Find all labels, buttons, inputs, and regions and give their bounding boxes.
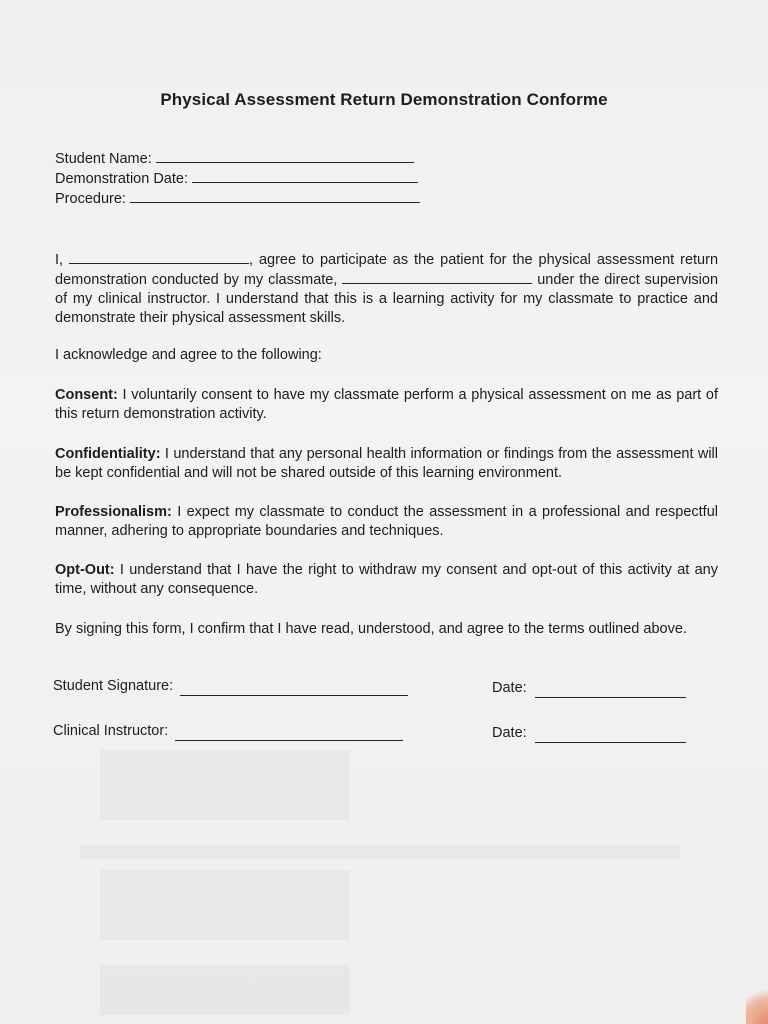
opt-out-term: Opt-Out: (55, 562, 115, 578)
student-name-line[interactable] (156, 148, 414, 163)
professionalism-term: Professionalism: (55, 504, 172, 520)
opt-out-text: I understand that I have the right to withdraw my consent and opt-out of this activity at any time, without any consequence. (55, 562, 718, 597)
bleed-through (100, 870, 350, 940)
demonstration-date-line[interactable] (192, 168, 418, 183)
consent-item (55, 386, 718, 424)
demonstration-date-label: Demonstration Date: (55, 171, 188, 187)
intro-agree-text: , agree to participate as the patient for the physical assessment return demonstration conducted by my classmate, (55, 252, 719, 288)
student-signature-label: Student Signature: (53, 678, 174, 694)
professionalism-text: I expect my classmate to conduct the assessment in a professional and respectful manner, adhering to appropriate boundaries and techniques. (55, 504, 718, 539)
instructor-signature-line[interactable] (175, 739, 403, 741)
bleed-through (100, 965, 350, 1015)
confidentiality-text: I understand that any personal health information or findings from the assessment will be kept confidential and will not be shared outside of this learning environment. (55, 446, 718, 481)
demonstration-date-field (55, 168, 418, 189)
confidentiality-term: Confidentiality: (55, 446, 161, 462)
acknowledge-line: I acknowledge and agree to the following: (55, 347, 322, 363)
intro-paragraph (55, 250, 718, 328)
instructor-date-label: Date: (492, 725, 527, 741)
intro-supervision-text: under the direct supervision of my clinical instructor. I understand that this is a learning activity for my classmate to practice and demonstrate their physical assessment skills. (55, 272, 719, 326)
professionalism-item (55, 503, 718, 541)
patient-name-blank[interactable] (69, 250, 249, 264)
instructor-date-line[interactable] (535, 741, 686, 743)
opt-out-item (55, 561, 718, 599)
document-title: Physical Assessment Return Demonstration Conforme (160, 90, 608, 109)
student-date-label: Date: (492, 680, 527, 696)
confidentiality-item (55, 445, 718, 483)
student-name-label: Student Name: (55, 151, 152, 167)
student-date-line[interactable] (535, 696, 686, 698)
bleed-through (100, 750, 350, 820)
student-signature-line[interactable] (180, 694, 408, 696)
procedure-label: Procedure: (55, 191, 126, 207)
bleed-through (80, 845, 680, 859)
procedure-field (55, 188, 420, 209)
instructor-signature-label: Clinical Instructor: (53, 723, 169, 739)
closing-statement: By signing this form, I confirm that I have read, understood, and agree to the terms outlined above. (55, 621, 687, 637)
finger-edge (746, 984, 768, 1024)
procedure-line[interactable] (130, 188, 420, 203)
student-name-field (55, 148, 414, 169)
classmate-name-blank[interactable] (342, 270, 532, 284)
intro-i-label: I, (55, 252, 64, 268)
consent-text: I voluntarily consent to have my classmate perform a physical assessment on me as part of this return demonstration activity. (55, 387, 718, 422)
consent-term: Consent: (55, 387, 118, 403)
